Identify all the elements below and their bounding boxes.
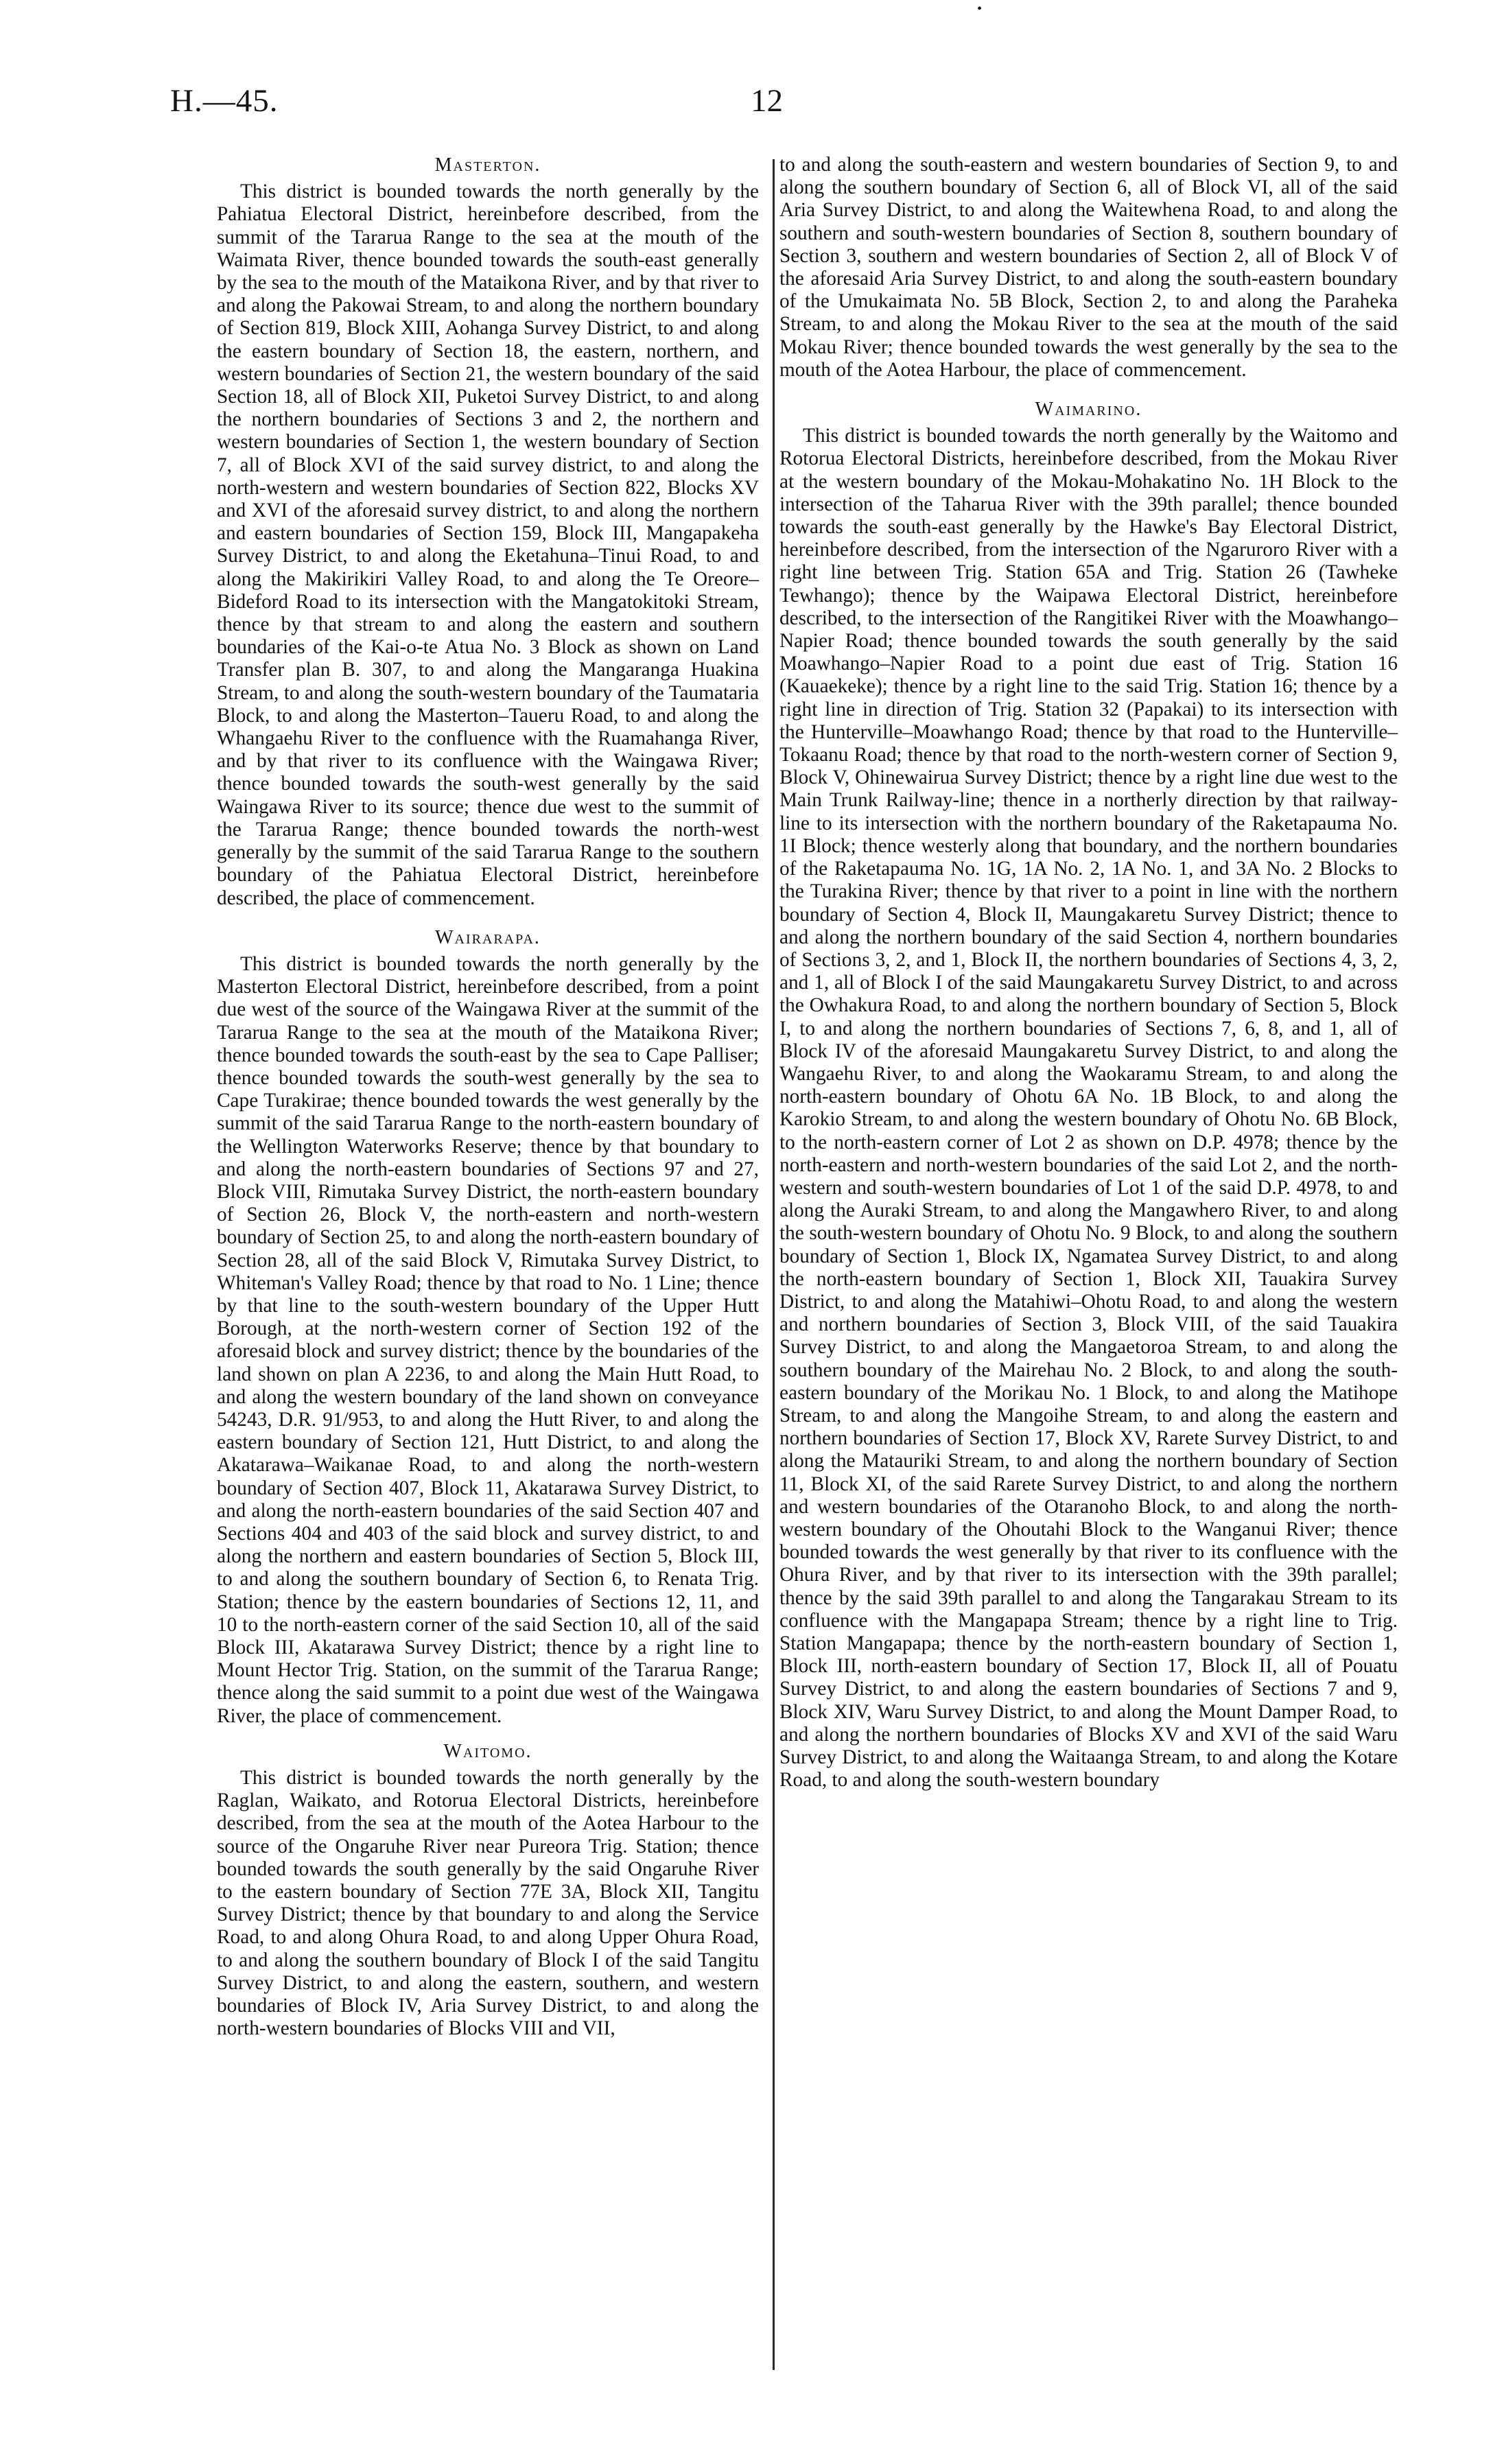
section-text-masterton: This district is bounded towards the north generally by the Pahiatua Electoral District, hereinbefore described, from the summit of the Tararua Range to the sea at the mouth of the Waimata River, thence bounded towards the south-east generally by the sea to the mouth of the Mataikona River, and by that river to and along the Pakowai Stream, to and along the northern boundary of Section 819, Block XIII, Aohanga Survey District, to and along the eastern boundary of Section 18, the eastern, northern, and western boundaries of Section 21, the western boundary of the said Section 18, all of Block XII, Puketoi Survey District, to and along the northern boundaries of Sections 3 and 2, the northern and western boundaries of Section 1, the western boundary of Section 7, all of Block XVI of the said survey district, to and along the north-western and western boundaries of Section 822, Blocks XV and XVI of the aforesaid survey district, to and along the northern and eastern boundaries of Section 159, Block III, Mangapakeha Survey District, to and along the Eketahuna–Tinui Road, to and along the Makirikiri Valley Road, to and along the Te Oreore–Bideford Road to its intersection with the Mangatokitoki Stream, thence by that stream to and along the eastern and southern boundaries of the Kai-o-te Atua No. 3 Block as shown on Land Transfer plan B. 307, to and along the Mangaranga Huakina Stream, to and along the south-western boundary of the Taumataria Block, to and along the Masterton–Taueru Road, to and along the Whangaehu River to the confluence with the Ruamahanga River, and by that river to its confluence with the Waingawa River; thence bounded towards the south-west generally by the said Waingawa River to its source; thence due west to the summit of the Tararua Range; thence bounded towards the north-west generally by the summit of the said Tararua Range to the southern boundary of the Pahiatua Electoral District, hereinbefore described, the place of commencement. — [217, 180, 759, 909]
page-number: 12 — [751, 83, 783, 119]
section-text-waimarino: This district is bounded towards the north generally by the Waitomo and Rotorua Electoral Districts, hereinbefore described, from the Mokau River at the western boundary of the Mokau-Mohakatino No. 1H Block to the intersection of the Taharua River with the 39th parallel; thence bounded towards the south-east generally by the Hawke's Bay Electoral District, hereinbefore described, from the intersection of the Ngaruroro River with a right line between Trig. Station 65A and Trig. Station 26 (Tawheke Tewhango); thence by the Waipawa Electoral District, hereinbefore described, to the intersection of the Rangitikei River with the Moawhango–Napier Road; thence bounded towards the south generally by the said Moawhango–Napier Road to a point due east of Trig. Station 16 (Kauaekeke); thence by a right line to the said Trig. Station 16; thence by a right line in direction of Trig. Station 32 (Papakai) to its intersection with the Hunterville–Moawhango Road; thence by that road to the Hunterville–Tokaanu Road; thence by that road to the north-western corner of Section 9, Block V, Ohinewairua Survey District; thence by a right line due west to the Main Trunk Railway-line; thence in a northerly direction by that railway-line to its intersection with the northern boundary of the Raketapauma No. 1I Block; thence westerly along that boundary, and the northern boundaries of the Raketapauma No. 1G, 1A No. 2, 1A No. 1, and 3A No. 2 Blocks to the Turakina River; thence by that river to a point in line with the northern boundary of Section 4, Block II, Maungakaretu Survey District; thence to and along the northern boundary of the said Section 4, northern boundaries of Sections 3, 2, and 1, Block II, the northern boundaries of Sections 4, 3, 2, and 1, all of Block I of the said Maungakaretu Survey District, to and across the Owhakura Road, to and along the northern boundary of Section 5, Block I, to and along the northern boundaries of Sections 7, 6, 8, and 1, all of Block IV of the aforesaid Maungakaretu Survey District, to and along the Wangaehu River, to and along the Waokaramu Stream, to and along the north-eastern boundary of Ohotu 6A No. 1B Block, to and along the Karokio Stream, to and along the western boundary of Ohotu No. 6B Block, to the north-eastern corner of Lot 2 as shown on D.P. 4978; thence by the north-eastern and north-western boundaries of the said Lot 2, and the north-western and south-western boundaries of Lot 1 of the said D.P. 4978, to and along the Auraki Stream, to and along the Mangawhero River, to and along the south-western boundary of Ohotu No. 9 Block, to and along the southern boundary of Section 1, Block IX, Ngamatea Survey District, to and along the north-eastern boundary of Section 1, Block XII, Tauakira Survey District, to and along the Matahiwi–Ohotu Road, to and along the western and northern boundaries of Section 3, Block VIII, of the said Tauakira Survey District, to and along the Mangaetoroa Stream, to and along the southern boundary of the Mairehau No. 2 Block, to and along the south-eastern boundary of the Morikau No. 1 Block, to and along the Matihope Stream, to and along the Mangoihe Stream, to and along the eastern and northern boundaries of Section 17, Block XV, Rarete Survey District, to and along the Matauriki Stream, to and along the northern boundary of Section 11, Block XI, of the said Rarete Survey District, to and along the northern and western boundaries of the Otaranoho Block, to and along the north-western boundary of the Ohoutahi Block to the Wanganui River; thence bounded towards the west generally by that river to its confluence with the Ohura River, and by that river to its intersection with the 39th parallel; thence by the said 39th parallel to and along the Tangarakau Stream to its confluence with the Mangapapa Stream; thence by a right line to Trig. Station Mangapapa; thence by the north-eastern boundary of Section 1, Block III, north-eastern boundary of Section 17, Block II, all of Pouatu Survey District, to and along the eastern boundaries of Sections 7 and 9, Block XIV, Waru Survey District, to and along the Mount Damper Road, to and along the northern boundaries of Blocks XV and XVI of the said Waru Survey District, to and along the Waitaanga Stream, to and along the Kotare Road, to and along the south-western boundary — [779, 425, 1398, 1792]
left-column — [217, 154, 759, 2040]
section-heading-waitomo: Waitomo. — [443, 1740, 532, 1762]
right-column — [779, 154, 1398, 1792]
section-text-waitomo-continued: to and along the south-eastern and western boundaries of Section 9, to and along the southern boundary of Section 6, all of Block VI, all of the said Aria Survey District, to and along the Waitewhena Road, to and along the southern and south-western boundaries of Section 8, southern boundary of Section 3, southern and western boundaries of Section 2, all of Block V of the aforesaid Aria Survey District, to and along the south-eastern boundary of the Umukaimata No. 5B Block, Section 2, to and along the Paraheka Stream, to and along the Mokau River to the sea at the mouth of the said Mokau River; thence bounded towards the west generally by the sea to the mouth of the Aotea Harbour, the place of commencement. — [779, 154, 1398, 381]
section-heading-waimarino: Waimarino. — [1035, 399, 1142, 421]
section-heading-masterton: Masterton. — [434, 154, 541, 176]
document-reference: H.—45. — [170, 83, 279, 119]
section-text-waitomo: This district is bounded towards the north generally by the Raglan, Waikato, and Rotorua Electoral Districts, hereinbefore described, from the sea at the mouth of the Aotea Harbour to the source of the Ongaruhe River near Pureora Trig. Station; thence bounded towards the south generally by the said Ongaruhe River to the eastern boundary of Section 77E 3A, Block XII, Tangitu Survey District; thence by that boundary to and along the Service Road, to and along Ohura Road, to and along Upper Ohura Road, to and along the southern boundary of Block I of the said Tangitu Survey District, to and along the eastern, southern, and western boundaries of Block IV, Aria Survey District, to and along the north-western boundaries of Blocks VIII and VII, — [217, 1767, 759, 2040]
column-divider — [773, 159, 775, 2370]
section-text-wairarapa: This district is bounded towards the north generally by the Masterton Electoral District, hereinbefore described, from a point due west of the source of the Waingawa River at the summit of the Tararua Range to the sea at the mouth of the Mataikona River; thence bounded towards the south-east by the sea to Cape Palliser; thence bounded towards the south-west generally by the sea to Cape Turakirae; thence bounded towards the west generally by the summit of the said Tararua Range to the north-eastern boundary of the Wellington Waterworks Reserve; thence by that boundary to and along the north-eastern boundaries of Sections 97 and 27, Block VIII, Rimutaka Survey District, the north-eastern boundary of Section 26, Block V, the north-eastern and north-western boundary of Section 25, to and along the north-eastern boundary of Section 28, all of the said Block V, Rimutaka Survey District, to Whiteman's Valley Road; thence by that road to No. 1 Line; thence by that line to the south-western boundary of the Upper Hutt Borough, at the north-western corner of Section 192 of the aforesaid block and survey district; thence by the boundaries of the land shown on plan A 2236, to and along the Main Hutt Road, to and along the western boundary of the land shown on conveyance 54243, D.R. 91/953, to and along the Hutt River, to and along the eastern boundary of Section 121, Hutt District, to and along the Akatarawa–Waikanae Road, to and along the north-western boundary of Section 407, Block 11, Akatarawa Survey District, to and along the north-eastern boundaries of the said Section 407 and Sections 404 and 403 of the said block and survey district, to and along the northern and eastern boundaries of Section 5, Block III, to and along the southern boundary of Section 6, to Renata Trig. Station; thence by the eastern boundaries of Sections 12, 11, and 10 to the north-eastern corner of the said Section 10, all of the said Block III, Akatarawa Survey District; thence by a right line to Mount Hector Trig. Station, on the summit of the Tararua Range; thence along the said summit to a point due west of the Waingawa River, the place of commencement. — [217, 952, 759, 1727]
page-mark: • — [977, 1, 983, 16]
section-heading-wairarapa: Wairarapa. — [435, 926, 541, 948]
